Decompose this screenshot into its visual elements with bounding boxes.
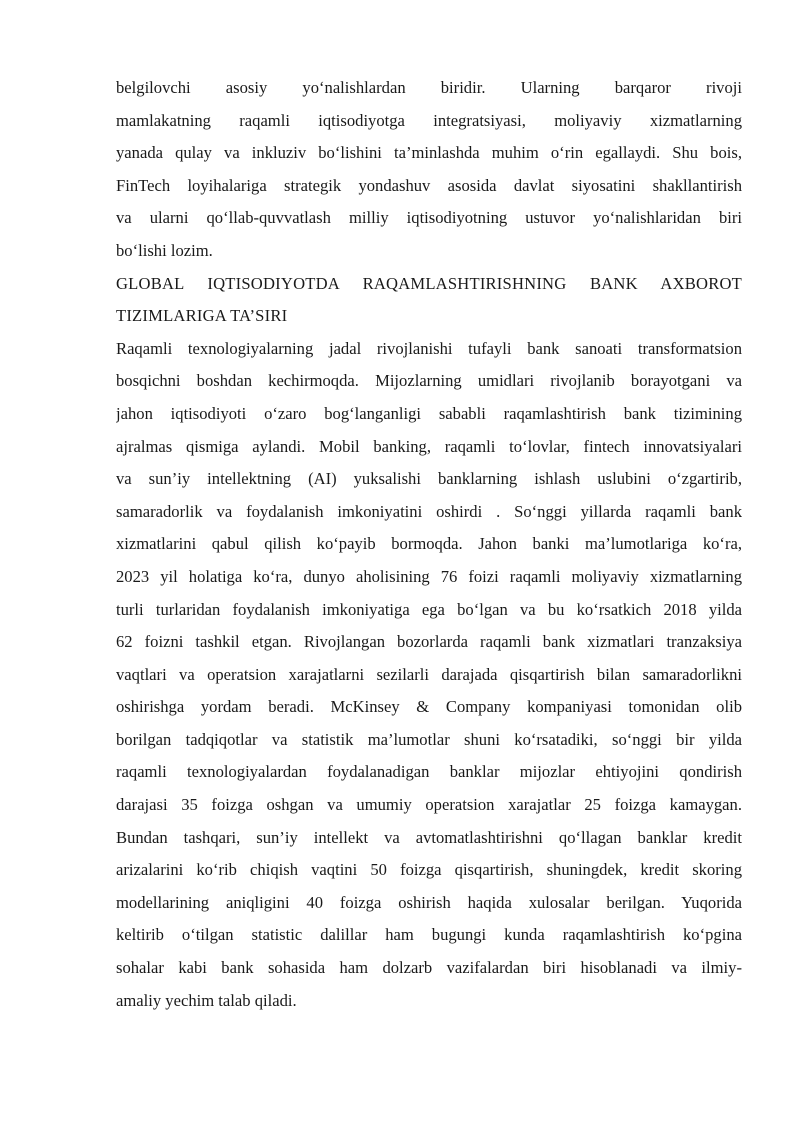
text-line: raqamli texnologiyalardan foydalanadigan banklar mijozlar ehtiyojini qondirish: [116, 762, 742, 782]
text-line: oshirishga yordam beradi. McKinsey & Company kompaniyasi tomonidan olib: [116, 697, 742, 717]
text-line: amaliy yechim talab qiladi.: [116, 990, 297, 1010]
heading-line: TIZIMLARIGA TA’SIRI: [116, 306, 288, 326]
text-line: samaradorlik va foydalanish imkoniyatini oshirdi . So‘nggi yillarda raqamli bank: [116, 501, 742, 521]
text-line: 2023 yil holatiga ko‘ra, dunyo aholisining 76 foizi raqamli moliyaviy xizmatlarning: [116, 566, 742, 586]
text-line: va sun’iy intellektning (AI) yuksalishi banklarning ishlash uslubini o‘zgartirib,: [116, 469, 742, 489]
text-line: ajralmas qismiga aylandi. Mobil banking, raqamli to‘lovlar, fintech innovatsiyalari: [116, 436, 742, 456]
text-line: FinTech loyihalariga strategik yondashuv asosida davlat siyosatini shakllantirish: [116, 175, 742, 195]
text-line: sohalar kabi bank sohasida ham dolzarb vazifalardan biri hisoblanadi va ilmiy-: [116, 958, 742, 978]
paragraph-main: [116, 333, 742, 1017]
text-line: borilgan tadqiqotlar va statistik ma’lumotlar shuni ko‘rsatadiki, so‘nggi bir yilda: [116, 729, 742, 749]
text-line: mamlakatning raqamli iqtisodiyotga integratsiyasi, moliyaviy xizmatlarning: [116, 110, 742, 130]
text-line: arizalarini ko‘rib chiqish vaqtini 50 foizga qisqartirish, shuningdek, kredit skoring: [116, 860, 742, 880]
text-line: xizmatlarini qabul qilish ko‘payib bormoqda. Jahon banki ma’lumotlariga ko‘ra,: [116, 534, 742, 554]
document-page: [116, 72, 742, 1017]
text-line: keltirib o‘tilgan statistic dalillar ham bugungi kunda raqamlashtirish ko‘pgina: [116, 925, 742, 945]
section-heading: [116, 268, 742, 333]
text-line: Raqamli texnologiyalarning jadal rivojlanishi tufayli bank sanoati transformatsion: [116, 338, 742, 358]
text-line: va ularni qo‘llab-quvvatlash milliy iqtisodiyotning ustuvor yo‘nalishlaridan biri: [116, 208, 742, 228]
text-line: modellarining aniqligini 40 foizga oshirish haqida xulosalar berilgan. Yuqorida: [116, 892, 742, 912]
text-line: darajasi 35 foizga oshgan va umumiy operatsion xarajatlar 25 foizga kamaygan.: [116, 795, 742, 815]
text-line: belgilovchi asosiy yo‘nalishlardan biridir. Ularning barqaror rivoji: [116, 78, 742, 97]
text-line: jahon iqtisodiyoti o‘zaro bog‘langanligi sababli raqamlashtirish bank tizimining: [116, 403, 742, 423]
text-line: yanada qulay va inkluziv bo‘lishini ta’minlashda muhim o‘rin egallaydi. Shu bois,: [116, 143, 742, 163]
text-line: bosqichni boshdan kechirmoqda. Mijozlarning umidlari rivojlanib borayotgani va: [116, 371, 742, 391]
heading-line: GLOBAL IQTISODIYOTDA RAQAMLASHTIRISHNING BANK AXBOROT: [116, 273, 742, 293]
text-line: bo‘lishi lozim.: [116, 240, 213, 260]
text-line: 62 foizni tashkil etgan. Rivojlangan bozorlarda raqamli bank xizmatlari tranzaksiya: [116, 632, 742, 652]
text-line: Bundan tashqari, sun’iy intellekt va avtomatlashtirishni qo‘llagan banklar kredit: [116, 827, 742, 847]
paragraph-intro: [116, 72, 742, 268]
text-line: vaqtlari va operatsion xarajatlarni sezilarli darajada qisqartirish bilan samaradorlikni: [116, 664, 742, 684]
text-line: turli turlaridan foydalanish imkoniyatiga ega bo‘lgan va bu ko‘rsatkich 2018 yilda: [116, 599, 742, 619]
